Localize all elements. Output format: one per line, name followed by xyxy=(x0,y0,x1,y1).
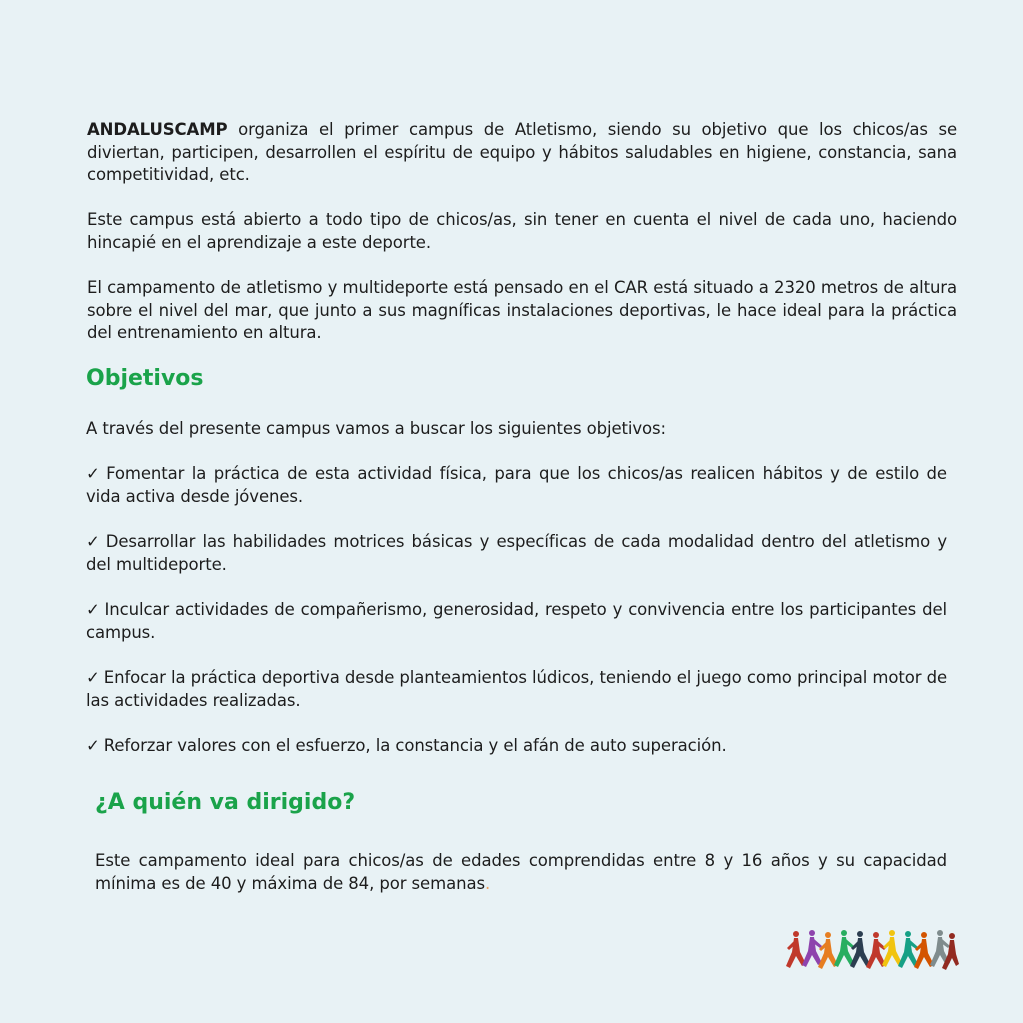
objective-item xyxy=(86,735,947,758)
runner-figure xyxy=(802,930,822,967)
dirigido-paragraph xyxy=(95,850,947,895)
intro-paragraph xyxy=(87,119,957,187)
dirigido-trailing: . xyxy=(484,873,491,893)
open-campus-paragraph: Este campus está abierto a todo tipo de chicos/as, sin tener en cuenta el nivel de cada uno, haciendo hincapié en el aprendizaje a este deporte. xyxy=(87,210,957,252)
objective-text: Inculcar actividades de compañerismo, generosidad, respeto y convivencia entre los participantes del campus. xyxy=(86,600,947,642)
objective-text: Enfocar la práctica deportiva desde planteamientos lúdicos, teniendo el juego como principal motor de las actividades realizadas. xyxy=(86,668,947,710)
objective-item xyxy=(86,463,947,508)
runner-figure xyxy=(942,933,959,970)
objective-text: Desarrollar las habilidades motrices básicas y específicas de cada modalidad dentro del atletismo y del multideporte. xyxy=(86,532,947,574)
brand-name: ANDALUSCAMP xyxy=(87,120,228,139)
runner-figure xyxy=(898,931,918,968)
runner-figure xyxy=(786,931,806,968)
objetivos-lead: A través del presente campus vamos a buscar los siguientes objetivos: xyxy=(86,419,666,438)
objective-item xyxy=(86,667,947,712)
dirigido-heading: ¿A quién va dirigido? xyxy=(95,790,356,815)
intro-text: organiza el primer campus de Atletismo, siendo su objetivo que los chicos/as se diviertan, participen, desarrollen el espíritu de equipo y hábitos saludables en higiene, constancia, sana competitividad, etc. xyxy=(87,120,957,184)
check-icon: ✓ xyxy=(86,600,101,619)
dirigido-text: Este campamento ideal para chicos/as de edades comprendidas entre 8 y 16 años y su capacidad mínima es de 40 y máxima de 84, por semanas xyxy=(95,851,947,893)
runner-figure xyxy=(834,930,854,967)
objective-text: Reforzar valores con el esfuerzo, la constancia y el afán de auto superación. xyxy=(103,736,727,755)
runners-illustration xyxy=(784,926,960,988)
objetivos-heading: Objetivos xyxy=(86,366,204,391)
runner-figure xyxy=(850,931,870,968)
check-icon: ✓ xyxy=(86,668,100,687)
runner-figure xyxy=(882,930,902,967)
objective-item xyxy=(86,531,947,576)
objective-item xyxy=(86,599,947,644)
location-paragraph: El campamento de atletismo y multideporte está pensado en el CAR está situado a 2320 metros de altura sobre el nivel del mar, que junto a sus magníficas instalaciones deportivas, le hace ideal para la práctica del entrenamiento en altura. xyxy=(87,278,957,342)
check-icon: ✓ xyxy=(86,532,102,551)
check-icon: ✓ xyxy=(86,464,103,483)
objective-text: Fomentar la práctica de esta actividad física, para que los chicos/as realicen hábitos y de estilo de vida activa desde jóvenes. xyxy=(86,464,947,506)
check-icon: ✓ xyxy=(86,736,100,755)
